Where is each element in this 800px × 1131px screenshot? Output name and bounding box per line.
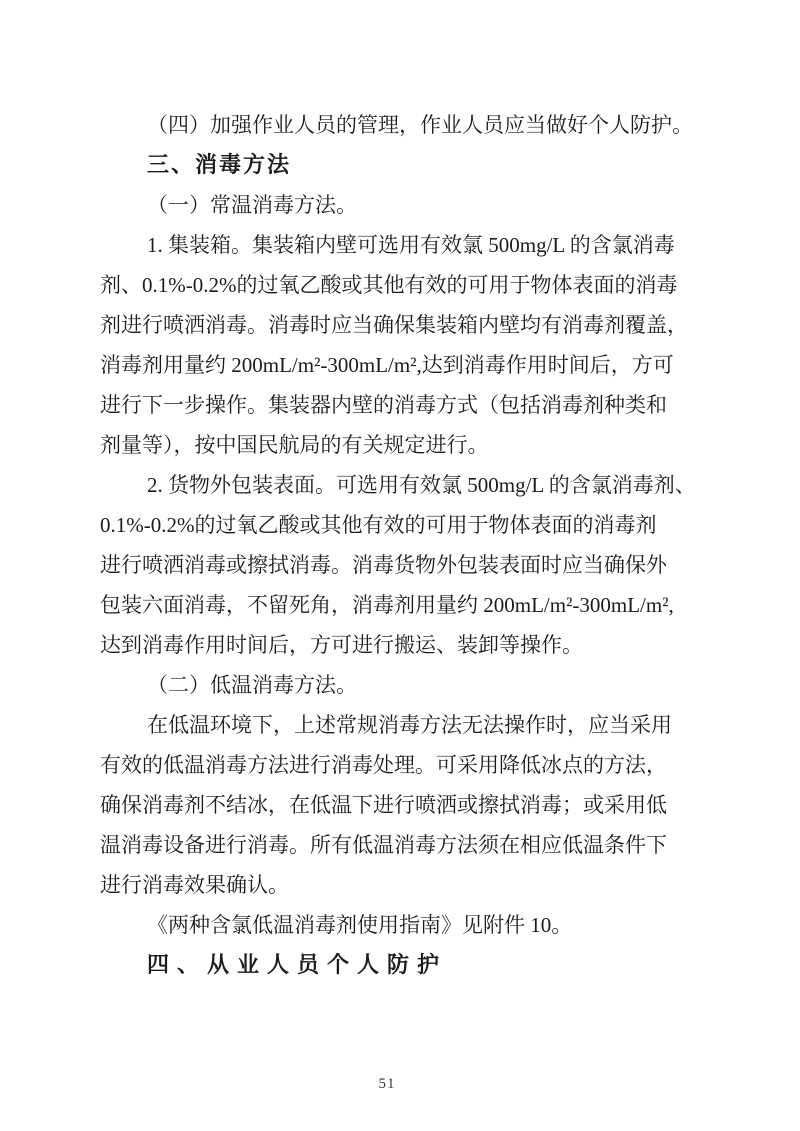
text-line: 1. 集装箱。集装箱内壁可选用有效氯 500mg/L 的含氯消毒 — [147, 233, 675, 257]
text-line: 剂进行喷洒消毒。消毒时应当确保集装箱内壁均有消毒剂覆盖， — [100, 313, 688, 337]
text-line: 消毒剂用量约 200mL/m²-300mL/m²,达到消毒作用时间后，方可 — [100, 353, 674, 377]
text-line: 温消毒设备进行消毒。所有低温消毒方法须在相应低温条件下 — [100, 833, 667, 857]
text-line: 在低温环境下，上述常规消毒方法无法操作时，应当采用 — [147, 713, 672, 737]
text-line: 进行消毒效果确认。 — [100, 873, 289, 897]
text-line: 达到消毒作用时间后，方可进行搬运、装卸等操作。 — [100, 633, 583, 657]
text-line: （二）低温消毒方法。 — [147, 673, 357, 697]
text-line: 包装六面消毒，不留死角，消毒剂用量约 200mL/m²-300mL/m², — [100, 593, 674, 617]
text-line: 剂量等），按中国民航局的有关规定进行。 — [100, 433, 489, 457]
document-body — [100, 105, 700, 985]
text-line: 确保消毒剂不结冰，在低温下进行喷洒或擦拭消毒；或采用低 — [100, 793, 667, 817]
text-line: 有效的低温消毒方法进行消毒处理。可采用降低冰点的方法， — [100, 753, 667, 777]
text-line: 剂、0.1%-0.2%的过氧乙酸或其他有效的可用于物体表面的消毒 — [100, 273, 678, 297]
text-line: 《两种含氯低温消毒剂使用指南》见附件 10。 — [147, 913, 573, 937]
text-line: 进行喷洒消毒或擦拭消毒。消毒货物外包装表面时应当确保外 — [100, 553, 667, 577]
page-number: 51 — [378, 1076, 396, 1092]
text-line: （一）常温消毒方法。 — [147, 193, 357, 217]
text-line: 0.1%-0.2%的过氧乙酸或其他有效的可用于物体表面的消毒剂 — [100, 513, 657, 537]
section-heading-disinfection-methods: 三、消毒方法 — [147, 152, 292, 177]
text-line: （四）加强作业人员的管理，作业人员应当做好个人防护。 — [147, 113, 693, 137]
text-line: 进行下一步操作。集装器内壁的消毒方式（包括消毒剂种类和 — [100, 393, 667, 417]
text-line: 2. 货物外包装表面。可选用有效氯 500mg/L 的含氯消毒剂、 — [147, 473, 696, 497]
section-heading-personal-protection: 四、从业人员个人防护 — [147, 952, 448, 977]
